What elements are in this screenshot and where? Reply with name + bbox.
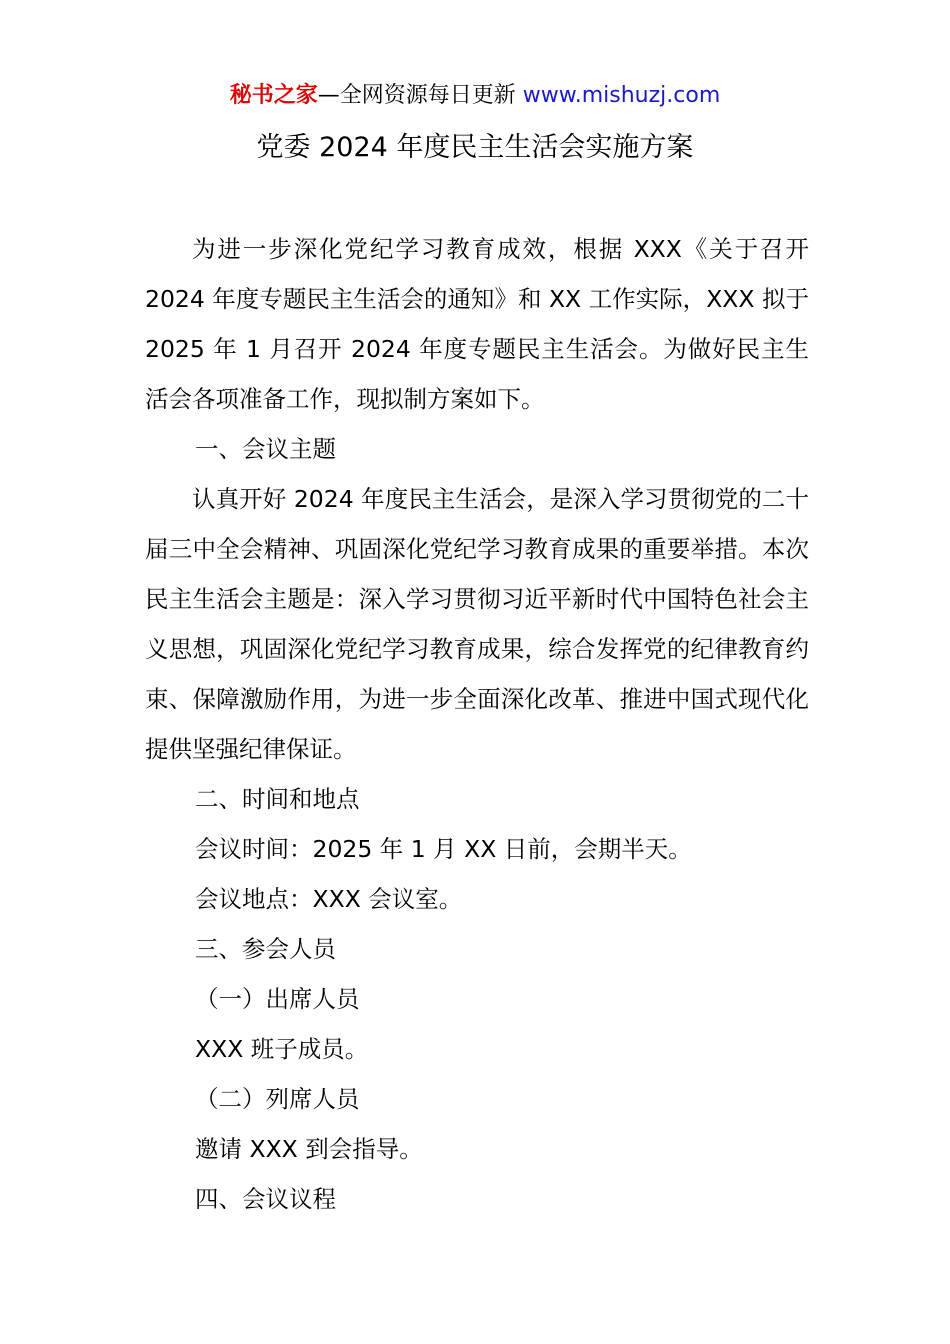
meeting-place: 会议地点：XXX 会议室。 [195, 885, 463, 913]
theme-paragraph: 认真开好 2024 年度民主生活会，是深入学习贯彻党的二十届三中全会精神、巩固深化党纪学习教育成果的重要举措。本次民主生活会主题是：深入学习贯彻习近平新时代中国特色社会主义思想，巩固深化党纪学习教育成果，综合发挥党的纪律教育约束、保障激励作用，为进一步全面深化改革、推进中国式现代化提供坚强纪律保证。 [145, 485, 809, 763]
document-title: 党委 2024 年度民主生活会实施方案 [256, 132, 694, 163]
section-heading-theme: 一、会议主题 [195, 435, 336, 463]
intro-paragraph: 为进一步深化党纪学习教育成效，根据 XXX《关于召开 2024 年度专题民主生活会的通知》和 XX 工作实际，XXX 拟于 2025 年 1 月召开 2024 年度专题民主生活会。为做好民主生活会各项准备工作，现拟制方案如下。 [145, 235, 809, 413]
section-heading-agenda: 四、会议议程 [195, 1185, 336, 1213]
site-header [0, 80, 950, 112]
site-url-link[interactable]: www.mishuzj.com [522, 83, 721, 108]
section-heading-time-place: 二、时间和地点 [195, 785, 360, 813]
meeting-time: 会议时间：2025 年 1 月 XX 日前，会期半天。 [195, 835, 692, 863]
site-slogan: —全网资源每日更新 [317, 83, 523, 108]
subheading-observers: （二）列席人员 [195, 1085, 360, 1113]
brand-name: 秘书之家 [229, 83, 318, 108]
observers-text: 邀请 XXX 到会指导。 [195, 1135, 423, 1163]
subheading-attendees: （一）出席人员 [195, 985, 360, 1013]
attendees-text: XXX 班子成员。 [195, 1035, 369, 1063]
section-heading-attendees: 三、参会人员 [195, 935, 336, 963]
document-body [145, 224, 809, 1224]
